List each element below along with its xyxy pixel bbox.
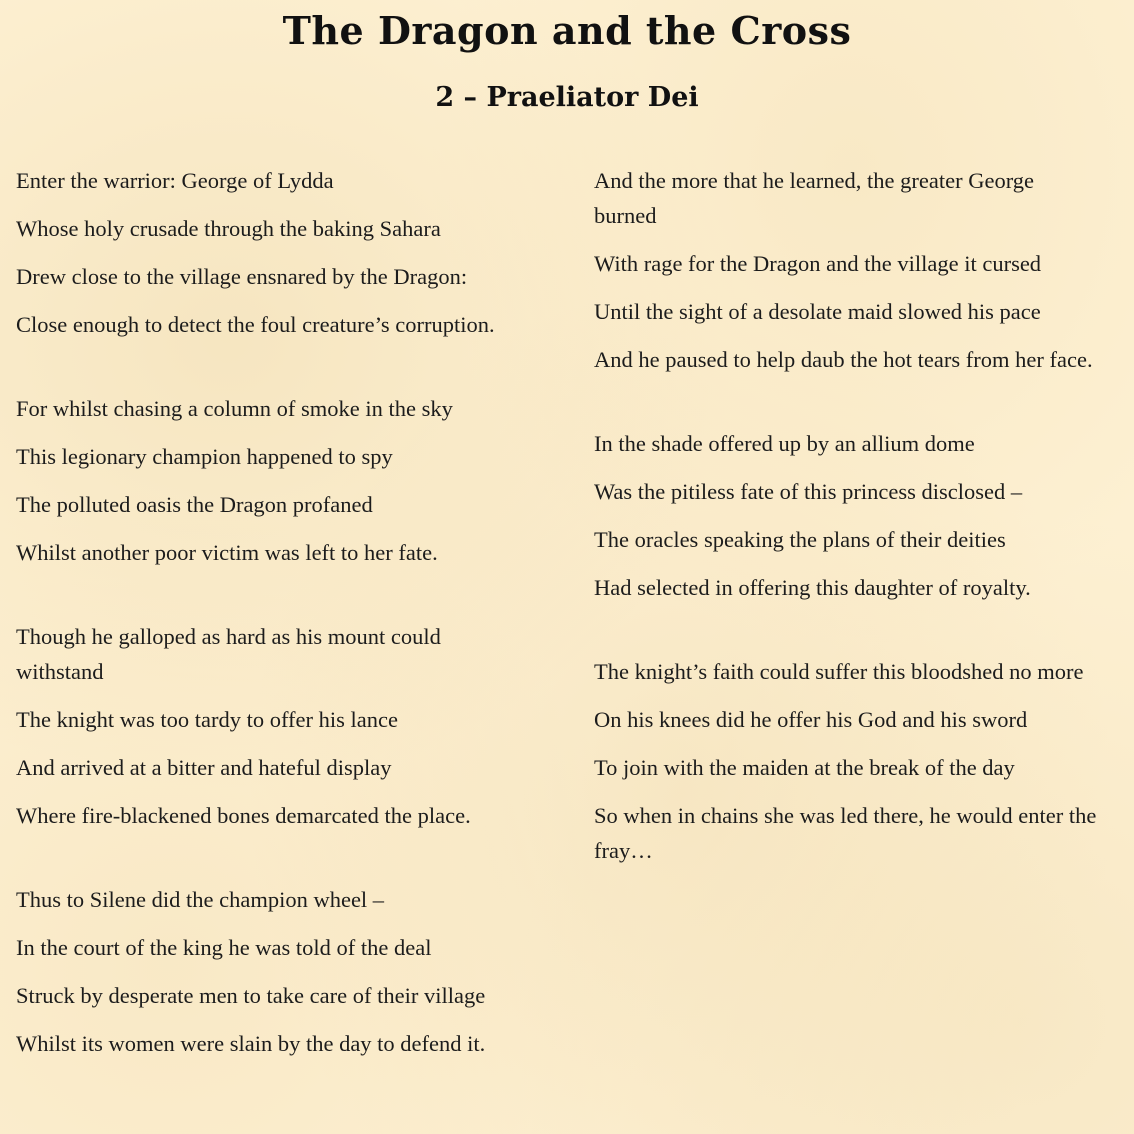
poem-line: Until the sight of a desolate maid slowed his pace <box>594 299 1041 324</box>
stanza <box>594 163 1114 377</box>
poem-line: Was the pitiless fate of this princess disclosed – <box>594 479 1023 504</box>
poem-line: Though he galloped as hard as his mount could withstand <box>16 624 441 684</box>
stanza <box>16 882 576 1061</box>
stanza <box>16 619 576 833</box>
poem-line: Thus to Silene did the champion wheel – <box>16 887 385 912</box>
poem-line: And the more that he learned, the greater George burned <box>594 168 1035 228</box>
poem-line: In the court of the king he was told of the deal <box>16 935 432 960</box>
poem-subtitle: 2 – Praeliator Dei <box>435 82 699 113</box>
poem-line: The knight was too tardy to offer his lance <box>16 707 398 732</box>
poem-line: Had selected in offering this daughter of royalty. <box>594 575 1031 600</box>
poem-line: On his knees did he offer his God and his sword <box>594 707 1028 732</box>
poem-line: And arrived at a bitter and hateful display <box>16 755 392 780</box>
poem-line: Enter the warrior: George of Lydda <box>16 168 334 193</box>
poem-line: For whilst chasing a column of smoke in the sky <box>16 396 453 421</box>
poem-line: Whose holy crusade through the baking Sahara <box>16 216 441 241</box>
poem-line: The knight’s faith could suffer this bloodshed no more <box>594 659 1084 684</box>
stanza <box>594 654 1114 868</box>
poem-line: In the shade offered up by an allium dome <box>594 431 975 456</box>
poem-line: Whilst its women were slain by the day to defend it. <box>16 1031 486 1056</box>
poem-line: And he paused to help daub the hot tears from her face. <box>594 347 1093 372</box>
poem-line: With rage for the Dragon and the village it cursed <box>594 251 1042 276</box>
poem-line: The polluted oasis the Dragon profaned <box>16 492 373 517</box>
stanza <box>594 426 1114 605</box>
stanza <box>16 163 576 342</box>
poem-line: Struck by desperate men to take care of their village <box>16 983 486 1008</box>
right-column <box>594 163 1114 917</box>
left-column <box>16 163 576 1110</box>
poem-title: The Dragon and the Cross <box>282 8 852 53</box>
poem-line: The oracles speaking the plans of their deities <box>594 527 1006 552</box>
poem-line: Where fire-blackened bones demarcated the place. <box>16 803 471 828</box>
poem-line: To join with the maiden at the break of the day <box>594 755 1015 780</box>
stanza <box>16 391 576 570</box>
poem-line: Whilst another poor victim was left to her fate. <box>16 540 438 565</box>
poem-line: Drew close to the village ensnared by the Dragon: <box>16 264 468 289</box>
poem-line: This legionary champion happened to spy <box>16 444 393 469</box>
poem-line: Close enough to detect the foul creature’s corruption. <box>16 312 495 337</box>
poem-line: So when in chains she was led there, he would enter the fray… <box>594 803 1097 863</box>
